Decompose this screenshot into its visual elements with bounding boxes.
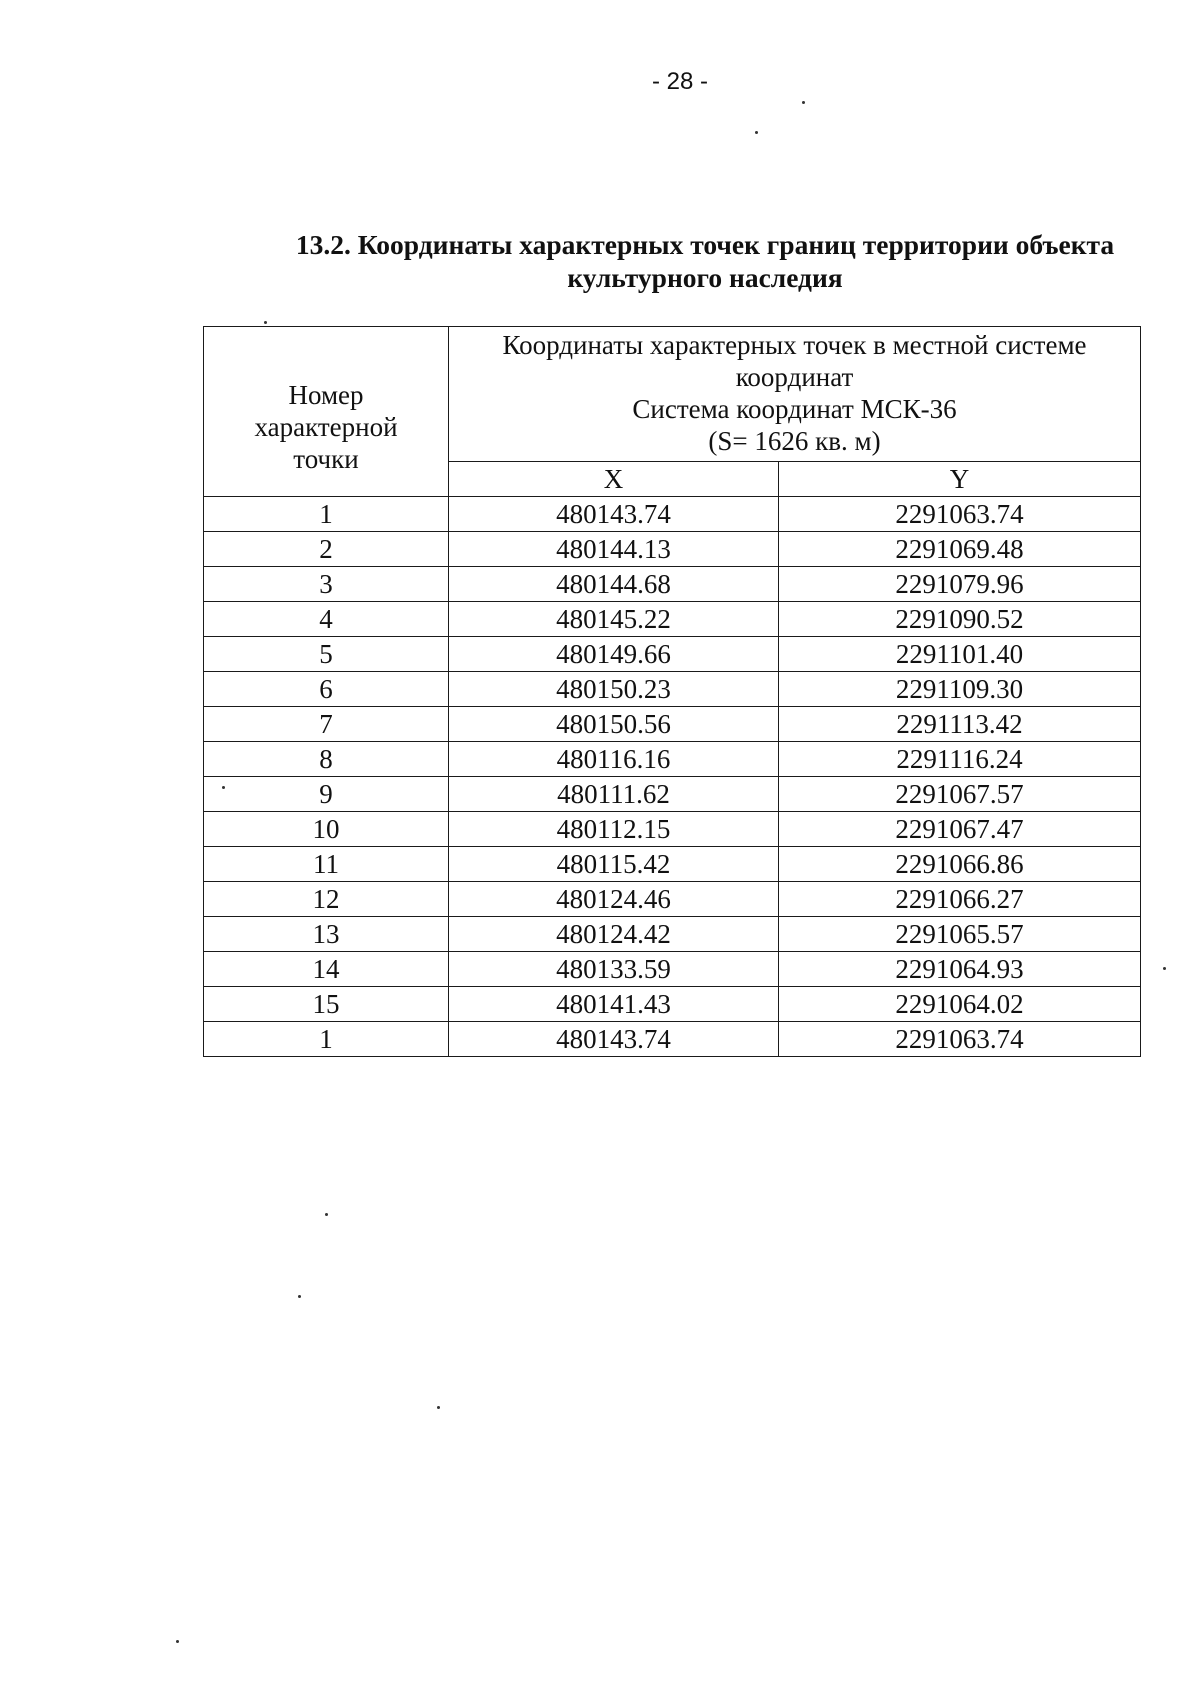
table-row xyxy=(204,532,1141,567)
point-number-cell: 2 xyxy=(204,532,449,567)
x-coordinate-cell: 480150.56 xyxy=(449,707,779,742)
coordinates-table-body xyxy=(204,497,1141,1057)
x-coordinate-cell: 480150.23 xyxy=(449,672,779,707)
scan-speck xyxy=(1163,967,1166,970)
table-row xyxy=(204,812,1141,847)
coordinates-header xyxy=(449,327,1141,462)
point-number-cell: 8 xyxy=(204,742,449,777)
x-coordinate-cell: 480144.68 xyxy=(449,567,779,602)
section-title-line-2: культурного наследия xyxy=(567,262,843,293)
point-number-cell: 14 xyxy=(204,952,449,987)
table-row xyxy=(204,847,1141,882)
table-row xyxy=(204,742,1141,777)
x-coordinate-cell: 480143.74 xyxy=(449,1022,779,1057)
point-number-header xyxy=(204,327,449,497)
y-coordinate-cell: 2291064.02 xyxy=(779,987,1141,1022)
point-number-cell: 5 xyxy=(204,637,449,672)
x-coordinate-cell: 480133.59 xyxy=(449,952,779,987)
y-coordinate-cell: 2291064.93 xyxy=(779,952,1141,987)
x-coordinate-cell: 480115.42 xyxy=(449,847,779,882)
table-header-row xyxy=(204,327,1141,462)
point-number-cell: 13 xyxy=(204,917,449,952)
coordinates-header-line: (S= 1626 кв. м) xyxy=(708,426,881,456)
point-number-cell: 4 xyxy=(204,602,449,637)
point-number-cell: 7 xyxy=(204,707,449,742)
y-coordinate-cell: 2291063.74 xyxy=(779,497,1141,532)
point-number-cell: 12 xyxy=(204,882,449,917)
point-number-cell: 10 xyxy=(204,812,449,847)
y-coordinate-cell: 2291063.74 xyxy=(779,1022,1141,1057)
x-coordinate-cell: 480141.43 xyxy=(449,987,779,1022)
y-coordinate-cell: 2291066.86 xyxy=(779,847,1141,882)
table-row xyxy=(204,637,1141,672)
coordinates-header-line: Система координат МСК-36 xyxy=(632,394,957,424)
table-row xyxy=(204,917,1141,952)
table-row xyxy=(204,987,1141,1022)
coordinates-header-line: Координаты характерных точек в местной системе xyxy=(502,330,1087,360)
x-coordinate-cell: 480143.74 xyxy=(449,497,779,532)
y-coordinate-cell: 2291090.52 xyxy=(779,602,1141,637)
point-number-header-line: характерной xyxy=(254,411,398,442)
x-coordinate-cell: 480112.15 xyxy=(449,812,779,847)
scan-speck xyxy=(802,101,805,104)
table-row xyxy=(204,882,1141,917)
point-number-cell: 15 xyxy=(204,987,449,1022)
x-coordinate-cell: 480111.62 xyxy=(449,777,779,812)
y-coordinate-cell: 2291066.27 xyxy=(779,882,1141,917)
scan-speck xyxy=(176,1640,179,1643)
point-number-header-line: точки xyxy=(293,443,359,474)
scan-speck xyxy=(755,131,758,134)
x-coordinate-cell: 480124.42 xyxy=(449,917,779,952)
x-coordinate-cell: 480144.13 xyxy=(449,532,779,567)
page-number: - 28 - xyxy=(651,68,708,95)
x-axis-header: X xyxy=(449,462,779,497)
y-coordinate-cell: 2291069.48 xyxy=(779,532,1141,567)
table-row xyxy=(204,952,1141,987)
y-coordinate-cell: 2291116.24 xyxy=(779,742,1141,777)
scan-speck xyxy=(222,786,225,789)
point-number-cell: 6 xyxy=(204,672,449,707)
coordinates-table xyxy=(203,326,1141,1057)
table-row xyxy=(204,497,1141,532)
table-row xyxy=(204,707,1141,742)
scan-speck xyxy=(437,1406,440,1409)
point-number-cell: 1 xyxy=(204,497,449,532)
x-coordinate-cell: 480145.22 xyxy=(449,602,779,637)
y-coordinate-cell: 2291067.57 xyxy=(779,777,1141,812)
y-coordinate-cell: 2291113.42 xyxy=(779,707,1141,742)
section-title-line-1: 13.2. Координаты характерных точек границ территории объекта xyxy=(295,229,1115,260)
coordinates-header-line: координат xyxy=(735,362,854,392)
table-row xyxy=(204,672,1141,707)
y-coordinate-cell: 2291109.30 xyxy=(779,672,1141,707)
point-number-cell: 3 xyxy=(204,567,449,602)
y-coordinate-cell: 2291067.47 xyxy=(779,812,1141,847)
y-axis-header: Y xyxy=(779,462,1141,497)
table-row xyxy=(204,602,1141,637)
point-number-cell: 1 xyxy=(204,1022,449,1057)
table-row xyxy=(204,567,1141,602)
point-number-header-line: Номер xyxy=(288,379,364,410)
scan-speck xyxy=(264,321,267,324)
y-coordinate-cell: 2291079.96 xyxy=(779,567,1141,602)
section-title xyxy=(265,228,1145,294)
table-row xyxy=(204,1022,1141,1057)
y-coordinate-cell: 2291101.40 xyxy=(779,637,1141,672)
point-number-cell: 11 xyxy=(204,847,449,882)
point-number-cell: 9 xyxy=(204,777,449,812)
x-coordinate-cell: 480124.46 xyxy=(449,882,779,917)
y-coordinate-cell: 2291065.57 xyxy=(779,917,1141,952)
x-coordinate-cell: 480149.66 xyxy=(449,637,779,672)
x-coordinate-cell: 480116.16 xyxy=(449,742,779,777)
scan-speck xyxy=(325,1213,328,1216)
table-row xyxy=(204,777,1141,812)
scan-speck xyxy=(298,1295,301,1298)
